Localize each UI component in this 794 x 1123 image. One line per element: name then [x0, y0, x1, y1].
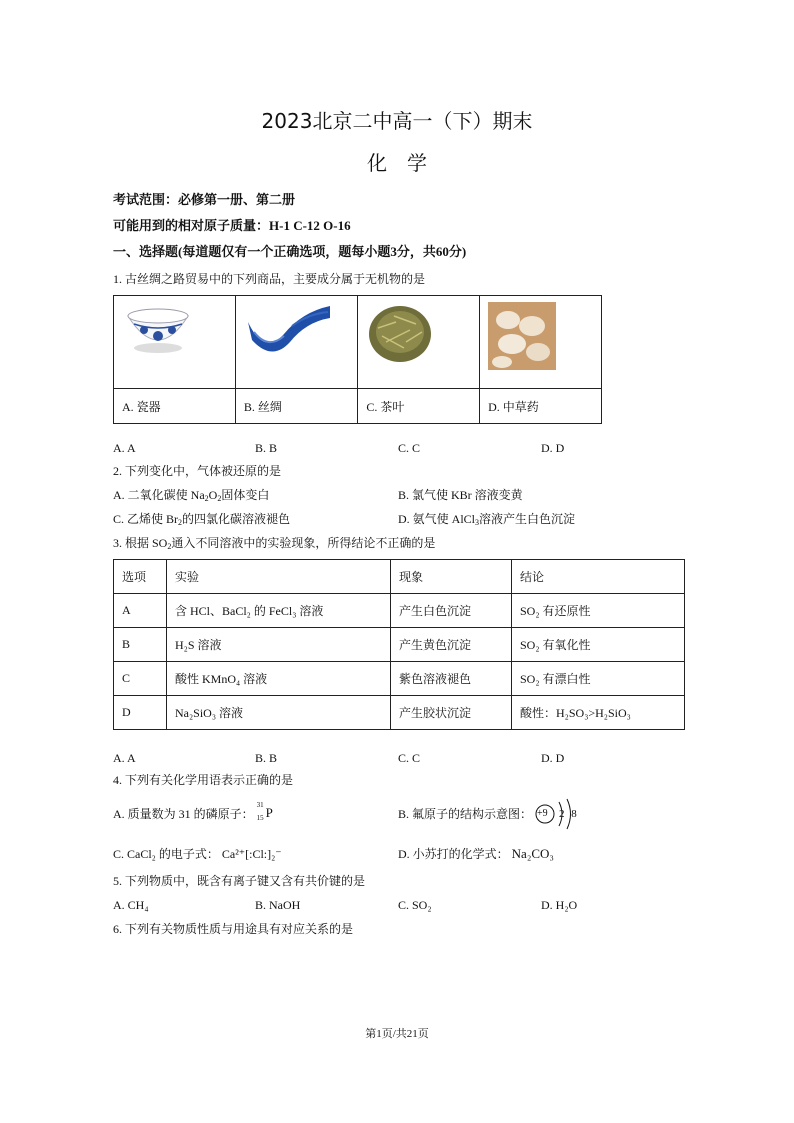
q3-option-d: D. D	[541, 751, 565, 765]
q3-row-d-experiment: Na₂SiO₃ 溶液	[167, 696, 391, 730]
q3-header-experiment: 实验	[167, 560, 391, 594]
q3-stem: 3. 根据 $SO_2$通入不同溶液中的实验现象，所得结论不正确的是	[113, 536, 436, 551]
q1-cell-d-label: D. 中草药	[480, 389, 602, 424]
q3-option-c: C. C	[398, 751, 421, 765]
q5-option-a: A. CH₄	[113, 898, 149, 912]
q3-row-b-option: B	[114, 628, 167, 662]
q5-stem: 5. 下列物质中，既含有离子键又含有共价键的是	[113, 874, 366, 888]
q1-option-c: C. C	[398, 441, 421, 455]
q3-row-c-phenomenon: 紫色溶液褪色	[391, 662, 512, 696]
q3-header-option: 选项	[114, 560, 167, 594]
q3-row-b-phenomenon: 产生黄色沉淀	[391, 628, 512, 662]
q1-cell-d-image	[480, 296, 602, 389]
q3-row-b-conclusion: SO₂ 有氧化性	[512, 628, 685, 662]
cacl2-electron-formula: Ca²⁺[:Cl:]₂⁻	[221, 847, 282, 861]
q1-cell-a-image	[114, 296, 236, 389]
herbal-medicine-image	[488, 302, 556, 370]
phosphorus-nuclide: 31 15 P	[256, 801, 273, 822]
q4-stem: 4. 下列有关化学用语表示正确的是	[113, 773, 294, 787]
q3-row-a-experiment: 含 HCl、BaCl₂ 的 FeCl₃ 溶液	[167, 594, 391, 628]
q3-option-b: B. B	[255, 751, 278, 765]
page-number: 第1页/共21页	[365, 1028, 429, 1040]
q3-row-d-option: D	[114, 696, 167, 730]
silk-image	[244, 302, 334, 358]
q4-option-d: D. 小苏打的化学式： Na₂CO₃	[398, 846, 554, 861]
q1-cell-c-label: C. 茶叶	[358, 389, 480, 424]
q2-stem: 2. 下列变化中，气体被还原的是	[113, 464, 282, 478]
q5-option-c: C. SO₂	[398, 898, 432, 912]
q1-cell-a-label: A. 瓷器	[114, 389, 236, 424]
q1-option-b: B. B	[255, 441, 278, 455]
q3-header-phenomenon: 现象	[391, 560, 512, 594]
exam-title: 2023北京二中高一（下）期末	[261, 109, 533, 133]
q3-row-c-option: C	[114, 662, 167, 696]
q1-option-a: A. A	[113, 441, 136, 455]
q2-option-b: B. 氯气使 KBr 溶液变黄	[398, 488, 523, 502]
q3-table	[113, 559, 685, 730]
q1-option-d: D. D	[541, 441, 565, 455]
q6-stem: 6. 下列有关物质性质与用途具有对应关系的是	[113, 922, 354, 936]
q2-option-d: D. 氨气使 AlCl$_3$溶液产生白色沉淀	[398, 512, 576, 527]
q3-row-c-conclusion: SO₂ 有漂白性	[512, 662, 685, 696]
exam-scope: 考试范围：必修第一册、第二册	[113, 192, 296, 207]
atomic-mass-note: 可能用到的相对原子质量：H-1 C-12 O-16	[113, 218, 351, 233]
q3-row-a-conclusion: SO₂ 有还原性	[512, 594, 685, 628]
q2-option-c: C. 乙烯使 $Br_2$的四氯化碳溶液褪色	[113, 512, 291, 527]
q1-cell-c-image	[358, 296, 480, 389]
porcelain-bowl-image	[122, 302, 194, 358]
q3-header-conclusion: 结论	[512, 560, 685, 594]
tea-leaves-image	[366, 302, 434, 364]
q3-row-c-experiment: 酸性 KMnO₄ 溶液	[167, 662, 391, 696]
table-row	[114, 662, 685, 696]
q4-option-a: A. 质量数为 31 的磷原子： 31 15 P	[113, 801, 273, 822]
q1-table	[113, 295, 602, 424]
q1-stem: 1. 古丝绸之路贸易中的下列商品，主要成分属于无机物的是	[113, 272, 426, 286]
q3-row-b-experiment: H₂S 溶液	[167, 628, 391, 662]
q2-option-a: A. 二氧化碳使 $Na_2O_2$固体变白	[113, 488, 270, 503]
table-row	[114, 594, 685, 628]
section-heading: 一、选择题(每道题仅有一个正确选项，题每小题3分，共60分)	[113, 244, 467, 259]
table-row	[114, 696, 685, 730]
q3-row-d-conclusion: 酸性：H₂SO₃>H₂SiO₃	[512, 696, 685, 730]
table-row	[114, 628, 685, 662]
q5-option-b: B. NaOH	[255, 898, 301, 912]
q3-row-a-option: A	[114, 594, 167, 628]
q3-option-a: A. A	[113, 751, 136, 765]
fluorine-atom-diagram: +9 2 8	[534, 796, 584, 830]
q3-row-d-phenomenon: 产生胶状沉淀	[391, 696, 512, 730]
q4-option-b: B. 氟原子的结构示意图：	[398, 807, 533, 821]
q5-option-d: D. H₂O	[541, 898, 578, 912]
q1-cell-b-image	[235, 296, 357, 389]
subject-title: 化 学	[367, 151, 427, 175]
q4-option-c: C. CaCl₂ 的电子式： Ca²⁺[:Cl:]₂⁻	[113, 847, 282, 861]
q1-cell-b-label: B. 丝绸	[235, 389, 357, 424]
q3-row-a-phenomenon: 产生白色沉淀	[391, 594, 512, 628]
